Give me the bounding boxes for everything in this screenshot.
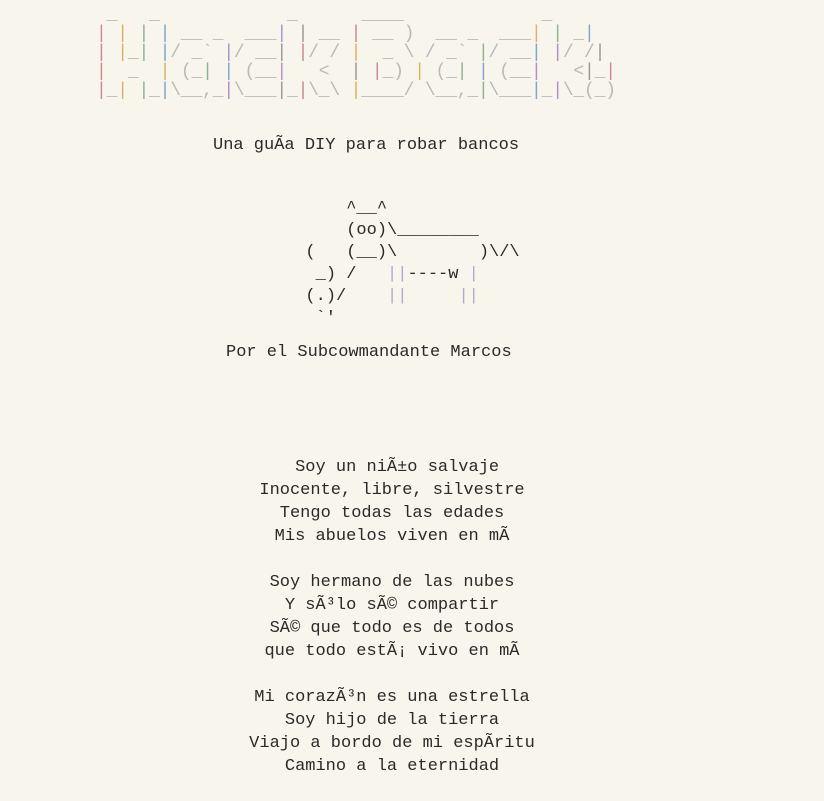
cow-row-6: `' xyxy=(285,309,337,328)
banner-row-3: | |_| |/ _` |/ __| |/ / | _ \ / _` |/ __| |/ /| xyxy=(96,43,606,63)
banner-row-4: | _ | (_| | (__| < | |_) | (_| | (__| <|_| xyxy=(96,62,616,82)
poem-line: Tengo todas las edades xyxy=(279,504,505,523)
poem-line: Mis abuelos viven en mÃ xyxy=(274,527,510,546)
poem xyxy=(0,456,784,801)
hackback-ascii-banner xyxy=(96,6,616,101)
poem-line: Viajo a bordo de mi espÃritu xyxy=(249,734,535,753)
cow-row-5: (.)/ || || xyxy=(305,287,479,306)
banner-row-5: |_| |_|\__,_|\___|_|\_\ |____/ \__,_|\___|_|\_(_) xyxy=(96,81,616,101)
poem-stanza xyxy=(0,456,784,548)
poem-line: Y sÃ³lo sÃ© compartir xyxy=(284,596,500,615)
author-line: Por el Subcowmandante Marcos xyxy=(226,343,512,362)
poem-line: que todo estÃ¡ vivo en mÃ xyxy=(264,642,520,661)
poem-line: Camino a la eternidad xyxy=(284,757,500,776)
poem-line: Mi corazÃ³n es una estrella xyxy=(254,688,530,707)
cow-row-4: _) / ||----w | xyxy=(315,265,479,284)
cow-row-1: ^__^ xyxy=(285,199,388,218)
banner-row-2: | | | | __ _ ___| | __ | __ ) __ _ ___| | _| xyxy=(96,24,595,44)
poem-stanza xyxy=(0,686,784,778)
poem-line: Soy hermano de las nubes xyxy=(269,573,515,592)
poem-stanza xyxy=(0,571,784,663)
banner-row-1: _ _ _ ____ _ xyxy=(106,5,553,25)
poem-line: Soy un niÃ±o salvaje xyxy=(284,458,500,477)
poem-line: Soy hijo de la tierra xyxy=(284,711,500,730)
cow-row-2: (oo)\________ xyxy=(285,221,479,240)
cow-row-3: ( (__)\ )\/\ xyxy=(285,243,520,262)
cow-ascii-art xyxy=(285,198,520,330)
subtitle: Una guÃa DIY para robar bancos xyxy=(213,136,520,155)
poem-line: Inocente, libre, silvestre xyxy=(259,481,525,500)
poem-line: SÃ© que todo es de todos xyxy=(269,619,515,638)
